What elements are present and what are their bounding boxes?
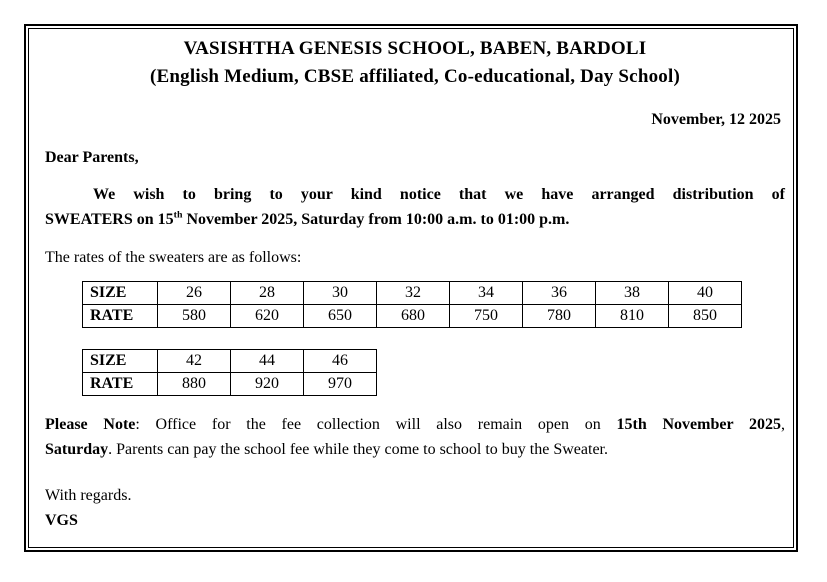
table-row bbox=[83, 350, 377, 373]
size-cell: 44 bbox=[231, 350, 304, 373]
note-label: Please Note bbox=[45, 416, 136, 433]
page-border-outer bbox=[24, 24, 798, 552]
rates-table-1 bbox=[82, 281, 742, 328]
intro-line-1-text: We wish to bring to your kind notice that we have arranged distribution of bbox=[93, 186, 785, 203]
table-row bbox=[83, 373, 377, 396]
notice-title: VASISHTHA GENESIS SCHOOL, BABEN, BARDOLI bbox=[183, 38, 647, 59]
size-cell: 40 bbox=[669, 282, 742, 305]
intro-line-2 bbox=[45, 207, 785, 232]
size-cell: 46 bbox=[304, 350, 377, 373]
size-cell: 30 bbox=[304, 282, 377, 305]
notice-subtitle: (English Medium, CBSE affiliated, Co-educational, Day School) bbox=[150, 66, 680, 87]
rate-cell: 880 bbox=[158, 373, 231, 396]
ordinal-superscript: th bbox=[173, 209, 183, 221]
note-line-2 bbox=[45, 437, 785, 462]
size-cell: 42 bbox=[158, 350, 231, 373]
row-label: SIZE bbox=[83, 350, 158, 373]
size-cell: 36 bbox=[523, 282, 596, 305]
size-cell: 34 bbox=[450, 282, 523, 305]
rate-cell: 780 bbox=[523, 305, 596, 328]
size-cell: 26 bbox=[158, 282, 231, 305]
rates-intro: The rates of the sweaters are as follows: bbox=[45, 249, 302, 266]
rate-cell: 850 bbox=[669, 305, 742, 328]
note-date: 15th November 2025 bbox=[616, 416, 781, 433]
page-border-inner bbox=[28, 28, 794, 548]
table-row bbox=[83, 305, 742, 328]
note-comma: , bbox=[781, 416, 785, 433]
row-label: RATE bbox=[83, 373, 158, 396]
rate-cell: 920 bbox=[231, 373, 304, 396]
rate-cell: 970 bbox=[304, 373, 377, 396]
notice-date: November, 12 2025 bbox=[651, 111, 781, 128]
note-text-2: . Parents can pay the school fee while they come to school to buy the Sweater. bbox=[108, 441, 608, 458]
table-row bbox=[83, 282, 742, 305]
size-cell: 32 bbox=[377, 282, 450, 305]
row-label: RATE bbox=[83, 305, 158, 328]
note-line-1 bbox=[45, 412, 785, 437]
rate-cell: 620 bbox=[231, 305, 304, 328]
closing: With regards. bbox=[45, 487, 132, 504]
rate-cell: 680 bbox=[377, 305, 450, 328]
signature: VGS bbox=[45, 512, 78, 529]
note-paragraph bbox=[45, 412, 785, 462]
intro-line-2-prefix: SWEATERS on 15 bbox=[45, 211, 174, 228]
note-day: Saturday bbox=[45, 441, 109, 458]
size-cell: 28 bbox=[231, 282, 304, 305]
rate-cell: 580 bbox=[158, 305, 231, 328]
salutation: Dear Parents, bbox=[45, 149, 139, 166]
rate-cell: 750 bbox=[450, 305, 523, 328]
intro-line-1 bbox=[45, 182, 785, 207]
rate-cell: 650 bbox=[304, 305, 377, 328]
size-cell: 38 bbox=[596, 282, 669, 305]
intro-line-2-suffix: November 2025, Saturday from 10:00 a.m. to 01:00 p.m. bbox=[182, 211, 570, 228]
row-label: SIZE bbox=[83, 282, 158, 305]
note-text-1: : Office for the fee collection will also remain open on bbox=[135, 416, 617, 433]
rates-table-2 bbox=[82, 349, 377, 396]
intro-paragraph bbox=[45, 182, 785, 232]
rate-cell: 810 bbox=[596, 305, 669, 328]
